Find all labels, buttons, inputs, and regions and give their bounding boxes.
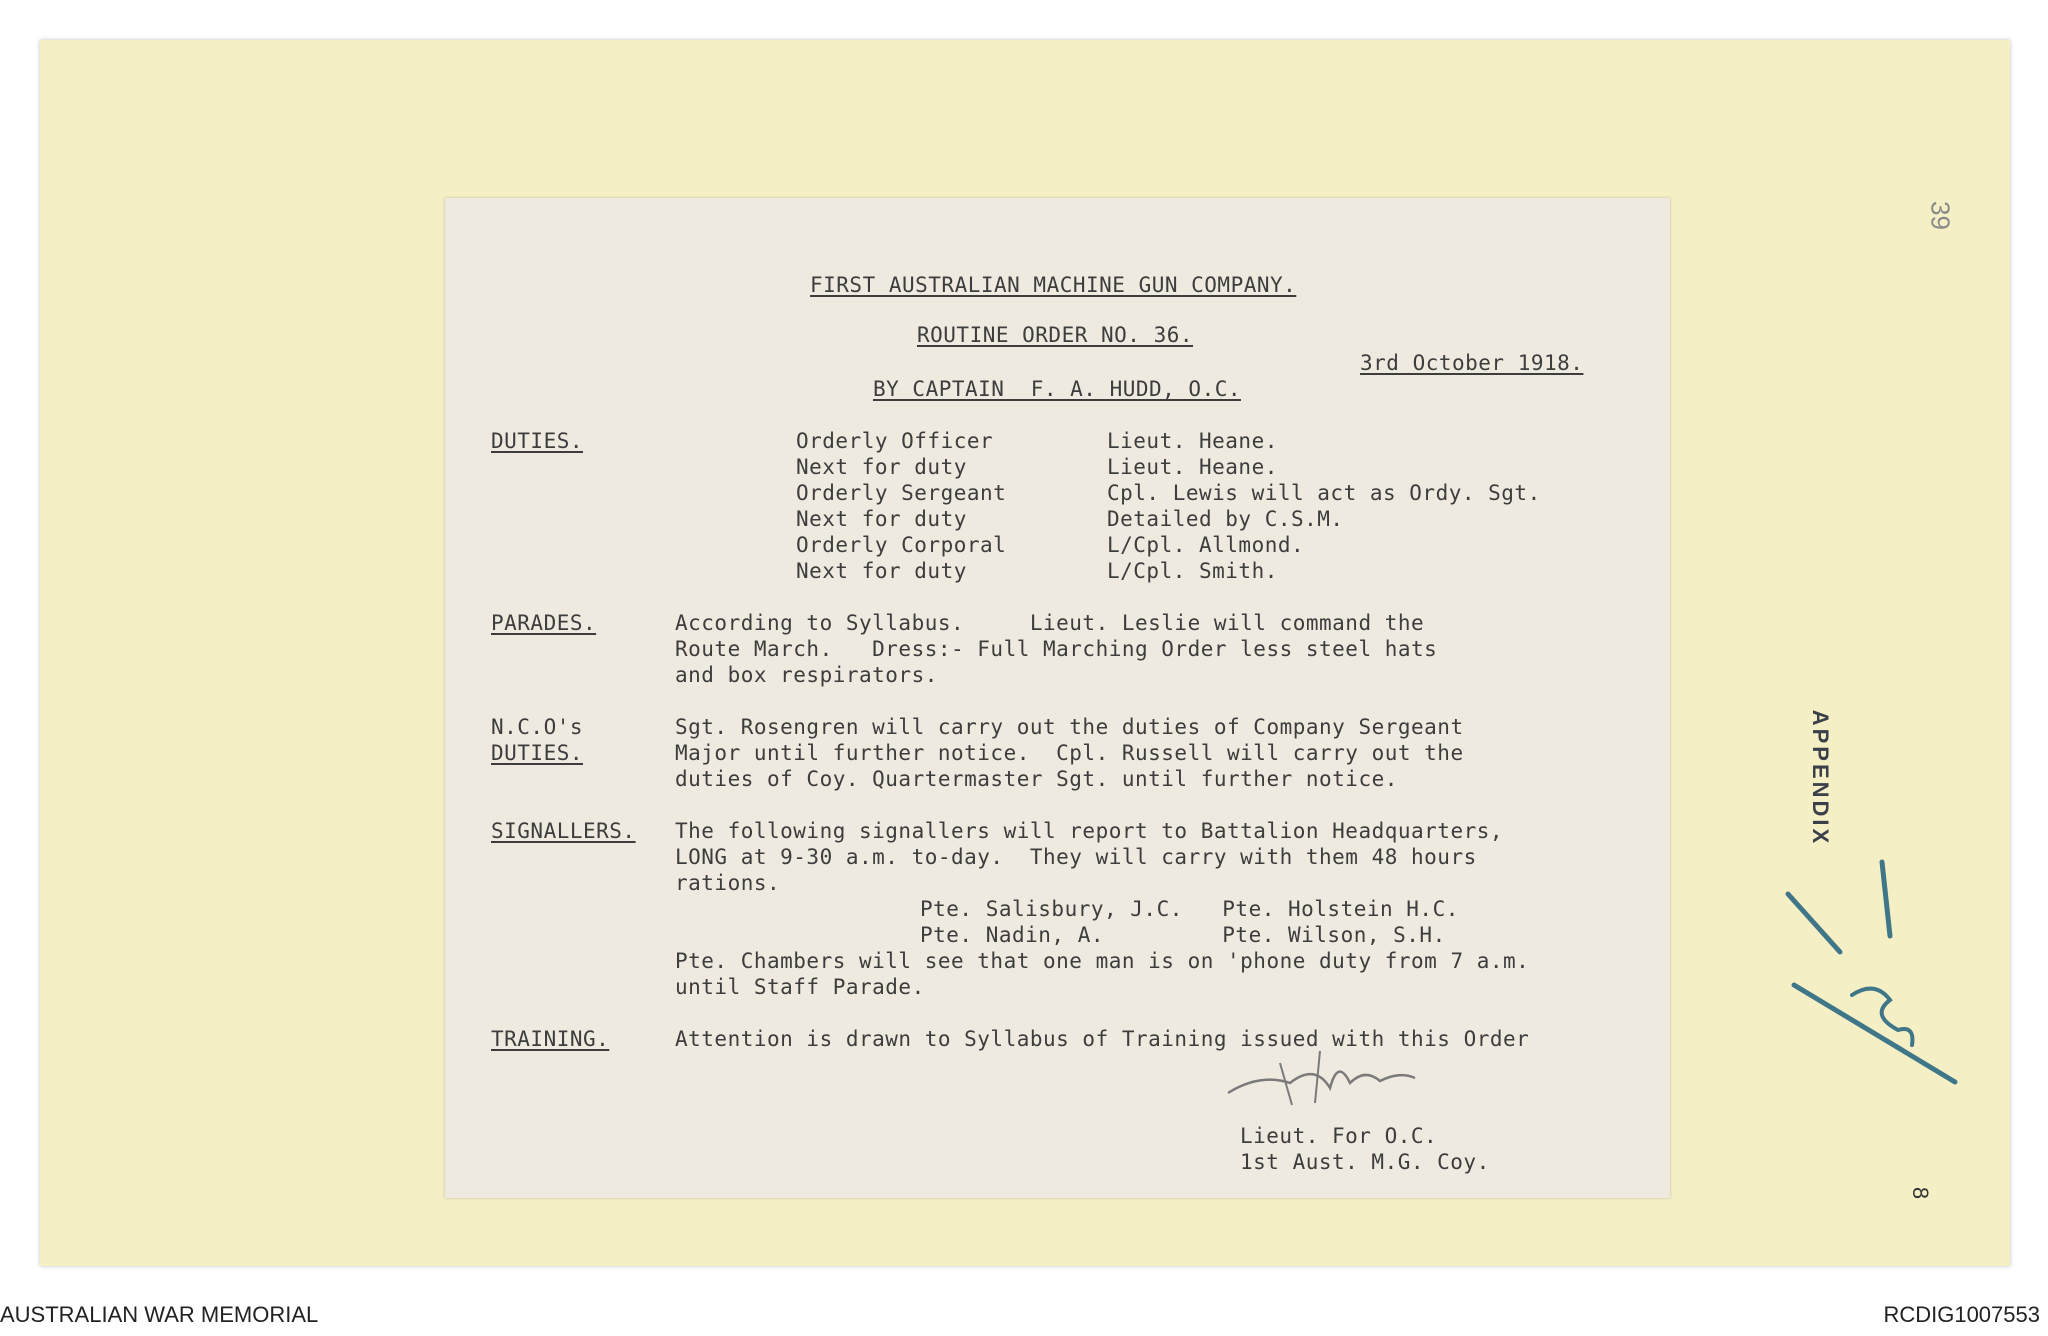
appendix-stamp: APPENDIX [1808, 709, 1833, 847]
footer-right: RCDIG1007553 [1883, 1302, 2040, 1327]
duty-name: Lieut. Heane. [1107, 429, 1278, 453]
signallers-names: Pte. Nadin, A. Pte. Wilson, S.H. [920, 923, 1446, 947]
by-line: BY CAPTAIN F. A. HUDD, O.C. [873, 377, 1242, 401]
training-heading: TRAINING. [491, 1027, 610, 1051]
duty-role: Orderly Sergeant [796, 481, 1007, 505]
duty-name: Cpl. Lewis will act as Ordy. Sgt. [1107, 481, 1541, 505]
signallers-heading: SIGNALLERS. [491, 819, 636, 843]
ncos-line: duties of Coy. Quartermaster Sgt. until further notice. [675, 767, 1398, 791]
handwritten-annotation [1780, 850, 1970, 1100]
signallers-line: Pte. Chambers will see that one man is on 'phone duty from 7 a.m. [675, 949, 1530, 973]
duty-role: Orderly Officer [796, 429, 994, 453]
ncos-line: Major until further notice. Cpl. Russell will carry out the [675, 741, 1464, 765]
duty-name: Lieut. Heane. [1107, 455, 1278, 479]
footer-left: AUSTRALIAN WAR MEMORIAL [0, 1302, 319, 1327]
signature-line: Lieut. For O.C. [1240, 1124, 1438, 1148]
signature-scrawl [1220, 1043, 1425, 1113]
duty-role: Next for duty [796, 507, 967, 531]
duty-role: Next for duty [796, 559, 967, 583]
parades-line: Route March. Dress:- Full Marching Order less steel hats [675, 637, 1438, 661]
signallers-line: LONG at 9-30 a.m. to-day. They will carry with them 48 hours [675, 845, 1477, 869]
duty-role: Orderly Corporal [796, 533, 1007, 557]
parades-line: According to Syllabus. Lieut. Leslie will command the [675, 611, 1425, 635]
signallers-names: Pte. Salisbury, J.C. Pte. Holstein H.C. [920, 897, 1459, 921]
signallers-line: The following signallers will report to Battalion Headquarters, [675, 819, 1504, 843]
order-date: 3rd October 1918. [1360, 351, 1584, 375]
training-text: Attention is drawn to Syllabus of Training issued with this Order [675, 1027, 1530, 1051]
order-title: ROUTINE ORDER NO. 36. [917, 323, 1194, 347]
page-number: 39 [1925, 201, 1956, 230]
duties-heading: DUTIES. [491, 429, 584, 453]
duty-name: L/Cpl. Allmond. [1107, 533, 1305, 557]
signallers-line: until Staff Parade. [675, 975, 925, 999]
routine-order-sheet [445, 198, 1670, 1198]
ncos-heading-duties: DUTIES. [491, 741, 584, 765]
ncos-heading: N.C.O's [491, 715, 584, 739]
parades-line: and box respirators. [675, 663, 938, 687]
signallers-line: rations. [675, 871, 781, 895]
company-title: FIRST AUSTRALIAN MACHINE GUN COMPANY. [810, 273, 1297, 297]
duty-role: Next for duty [796, 455, 967, 479]
signature-line: 1st Aust. M.G. Coy. [1240, 1150, 1490, 1174]
duty-name: Detailed by C.S.M. [1107, 507, 1344, 531]
corner-number: 8 [1908, 1186, 1933, 1200]
duty-name: L/Cpl. Smith. [1107, 559, 1278, 583]
ncos-line: Sgt. Rosengren will carry out the duties of Company Sergeant [675, 715, 1464, 739]
parades-heading: PARADES. [491, 611, 597, 635]
